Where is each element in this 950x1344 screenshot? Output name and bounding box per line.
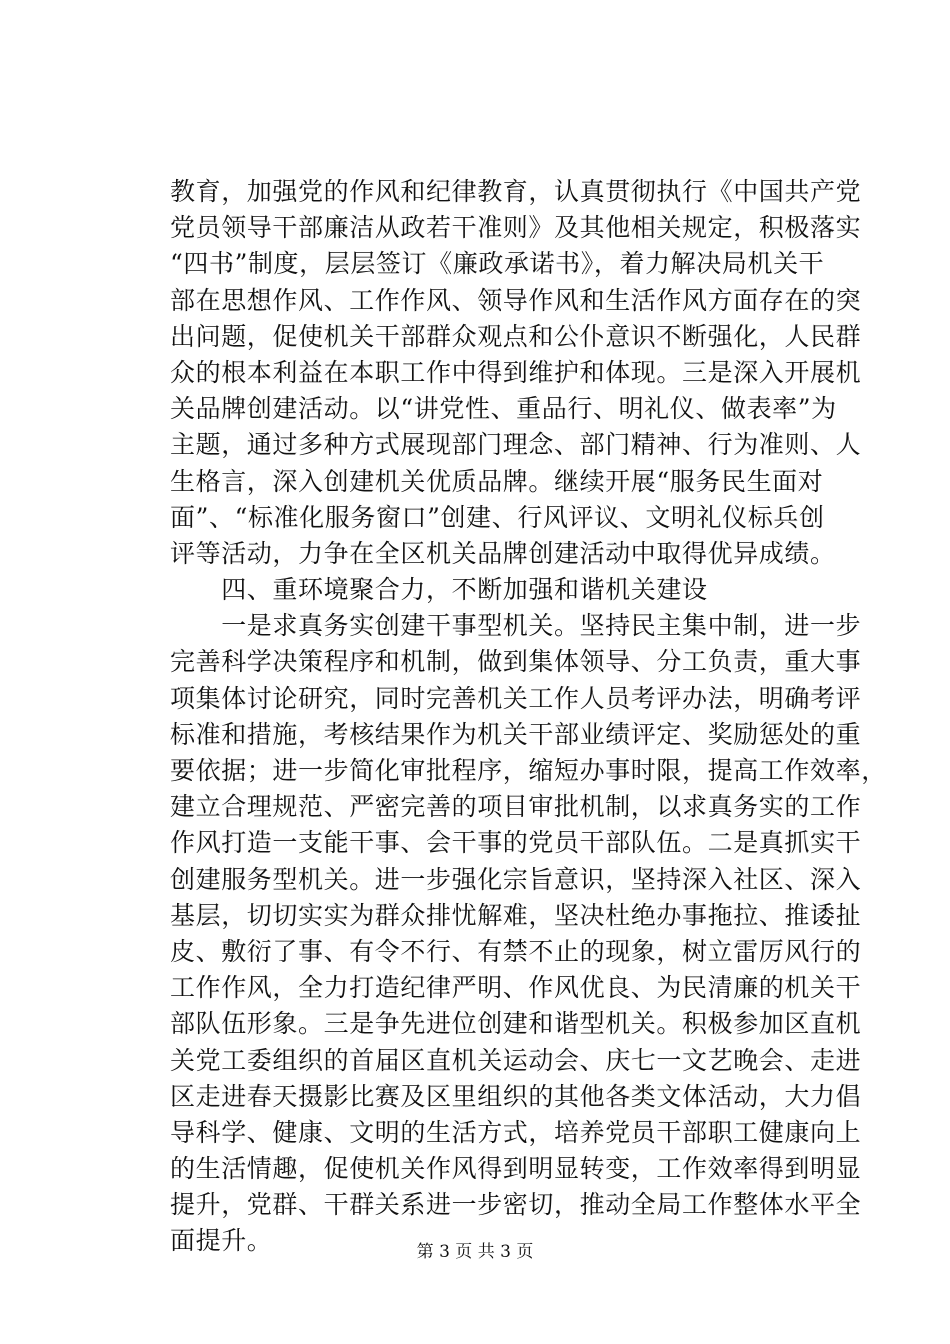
page-number-footer: 第 3 页 共 3 页 xyxy=(416,1242,534,1262)
text-line: 作风打造一支能干事、会干事的党员干部队伍。二是真抓实干 xyxy=(170,828,862,858)
text-line: 生格言，深入创建机关优质品牌。继续开展“服务民生面对 xyxy=(170,466,824,496)
text-line: 教育，加强党的作风和纪律教育，认真贯彻执行《中国共产党 xyxy=(170,177,862,206)
text-line: 关党工委组织的首届区直机关运动会、庆七一文艺晚会、走进 xyxy=(170,1045,862,1075)
text-line: 要依据；进一步简化审批程序，缩短办事时限，提高工作效率， xyxy=(170,756,887,785)
text-line: 标准和措施，考核结果作为机关干部业绩评定、奖励惩处的重 xyxy=(170,719,862,749)
text-line: 建立合理规范、严密完善的项目审批机制，以求真务实的工作 xyxy=(170,792,862,822)
text-line: 一是求真务实创建干事型机关。坚持民主集中制，进一步 xyxy=(170,611,862,641)
text-line: 创建服务型机关。进一步强化宗旨意识，坚持深入社区、深入 xyxy=(170,864,862,894)
text-line: 基层，切切实实为群众排忧解难，坚决杜绝办事拖拉、推诿扯 xyxy=(170,900,862,930)
text-line: 工作作风，全力打造纪律严明、作风优良、为民清廉的机关干 xyxy=(170,973,862,1003)
text-line: 评等活动，力争在全区机关品牌创建活动中取得优异成绩。 xyxy=(170,538,836,568)
text-line: 出问题，促使机关干部群众观点和公仆意识不断强化，人民群 xyxy=(170,321,862,351)
text-line: 区走进春天摄影比赛及区里组织的其他各类文体活动，大力倡 xyxy=(170,1081,862,1111)
text-line: 面”、“标准化服务窗口”创建、行风评议、文明礼仪标兵创 xyxy=(170,502,825,532)
text-line: 提升，党群、干群关系进一步密切，推动全局工作整体水平全 xyxy=(170,1190,862,1220)
text-line: 众的根本利益在本职工作中得到维护和体现。三是深入开展机 xyxy=(170,357,862,387)
text-line: 皮、敷衍了事、有令不行、有禁不止的现象，树立雷厉风行的 xyxy=(170,936,862,966)
text-line: 完善科学决策程序和机制，做到集体领导、分工负责，重大事 xyxy=(170,647,862,677)
text-line: 的生活情趣，促使机关作风得到明显转变，工作效率得到明显 xyxy=(170,1154,862,1184)
text-line: 部在思想作风、工作作风、领导作风和生活作风方面存在的突 xyxy=(170,285,862,315)
text-line: 主题，通过多种方式展现部门理念、部门精神、行为准则、人 xyxy=(170,430,862,460)
text-line: 部队伍形象。三是争先进位创建和谐型机关。积极参加区直机 xyxy=(170,1009,862,1039)
text-line: “四书”制度，层层签订《廉政承诺书》，着力解决局机关干 xyxy=(170,249,825,279)
text-line: 党员领导干部廉洁从政若干准则》及其他相关规定，积极落实 xyxy=(170,213,862,243)
text-line: 关品牌创建活动。以“讲党性、重品行、明礼仪、做表率”为 xyxy=(170,394,837,424)
text-line: 项集体讨论研究，同时完善机关工作人员考评办法，明确考评 xyxy=(170,683,862,713)
text-line: 面提升。 xyxy=(170,1226,273,1256)
document-body xyxy=(170,174,887,1260)
text-line: 导科学、健康、文明的生活方式，培养党员干部职工健康向上 xyxy=(170,1117,862,1147)
section-heading: 四、重环境聚合力，不断加强和谐机关建设 xyxy=(170,575,708,605)
